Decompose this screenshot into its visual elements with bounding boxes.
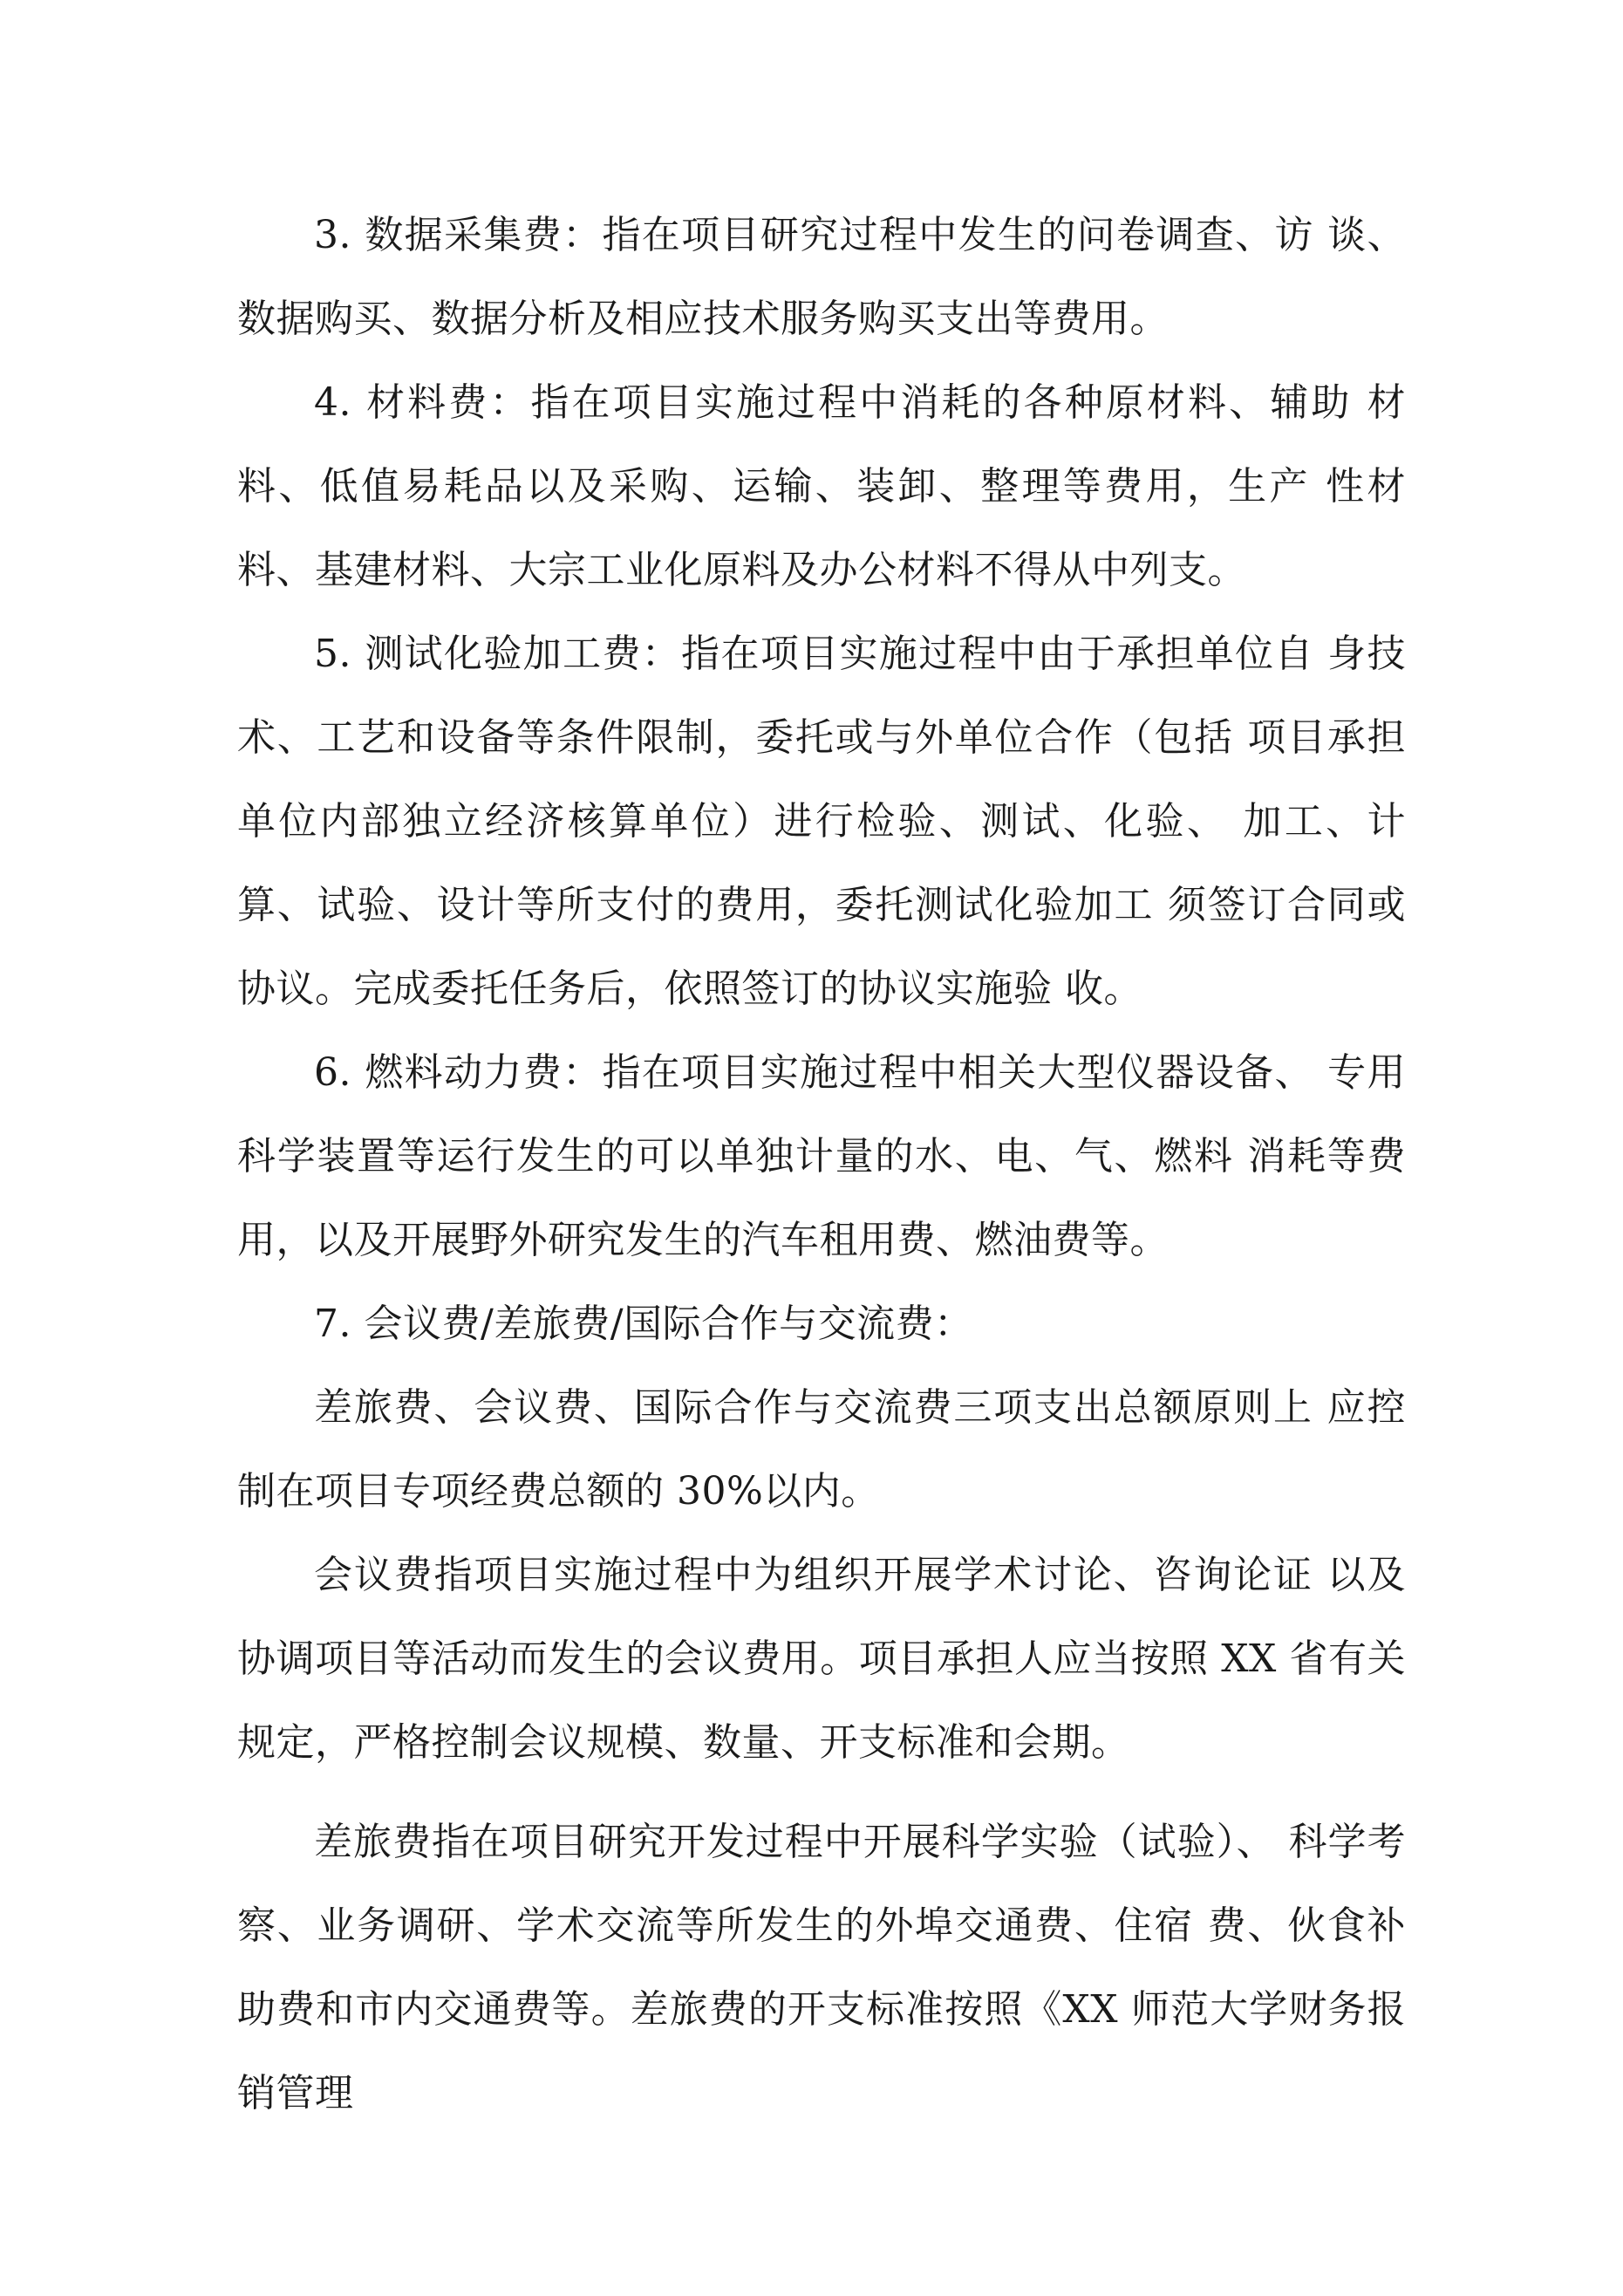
paragraph-materials-fee: 4. 材料费：指在项目实施过程中消耗的各种原材料、辅助 材料、低值易耗品以及采购、运输、装卸、整理等费用，生产 性材料、基建材料、大宗工业化原料及办公材料不得从中列支。 (237, 380, 1406, 592)
paragraph-meeting-fee: 会议费指项目实施过程中为组织开展学术讨论、咨询论证 以及协调项目等活动而发生的会议费用。项目承担人应当按照 XX 省有关规定，严格控制会议规模、数量、开支标准和会期。 (237, 1553, 1406, 1765)
document-body (237, 194, 1406, 2135)
paragraph-travel-fee: 差旅费指在项目研究开发过程中开展科学实验（试验）、 科学考察、业务调研、学术交流等所发生的外埠交通费、住宿 费、伙食补助费和市内交通费等。差旅费的开支标准按照《XX 师范大学财务报销管理 (237, 1820, 1406, 2115)
paragraph-testing-processing-fee: 5. 测试化验加工费：指在项目实施过程中由于承担单位自 身技术、工艺和设备等条件限制，委托或与外单位合作（包括 项目承担单位内部独立经济核算单位）进行检验、测试、化验、 加工、计算、试验、设计等所支付的费用，委托测试化验加工 须签订合同或协议。完成委托任务后，依照签订的协议实施验 收。 (237, 632, 1406, 1011)
paragraph-fuel-power-fee: 6. 燃料动力费：指在项目实施过程中相关大型仪器设备、 专用科学装置等运行发生的可以单独计量的水、电、气、燃料 消耗等费用，以及开展野外研究发生的汽车租用费、燃油费等。 (237, 1050, 1406, 1262)
paragraph-data-collection-fee: 3. 数据采集费：指在项目研究过程中发生的问卷调查、访 谈、数据购买、数据分析及相应技术服务购买支出等费用。 (237, 213, 1406, 341)
paragraph-total-limit: 差旅费、会议费、国际合作与交流费三项支出总额原则上 应控制在项目专项经费总额的 30%以内。 (237, 1385, 1406, 1514)
paragraph-meeting-travel-heading: 7. 会议费/差旅费/国际合作与交流费： (314, 1302, 973, 1346)
